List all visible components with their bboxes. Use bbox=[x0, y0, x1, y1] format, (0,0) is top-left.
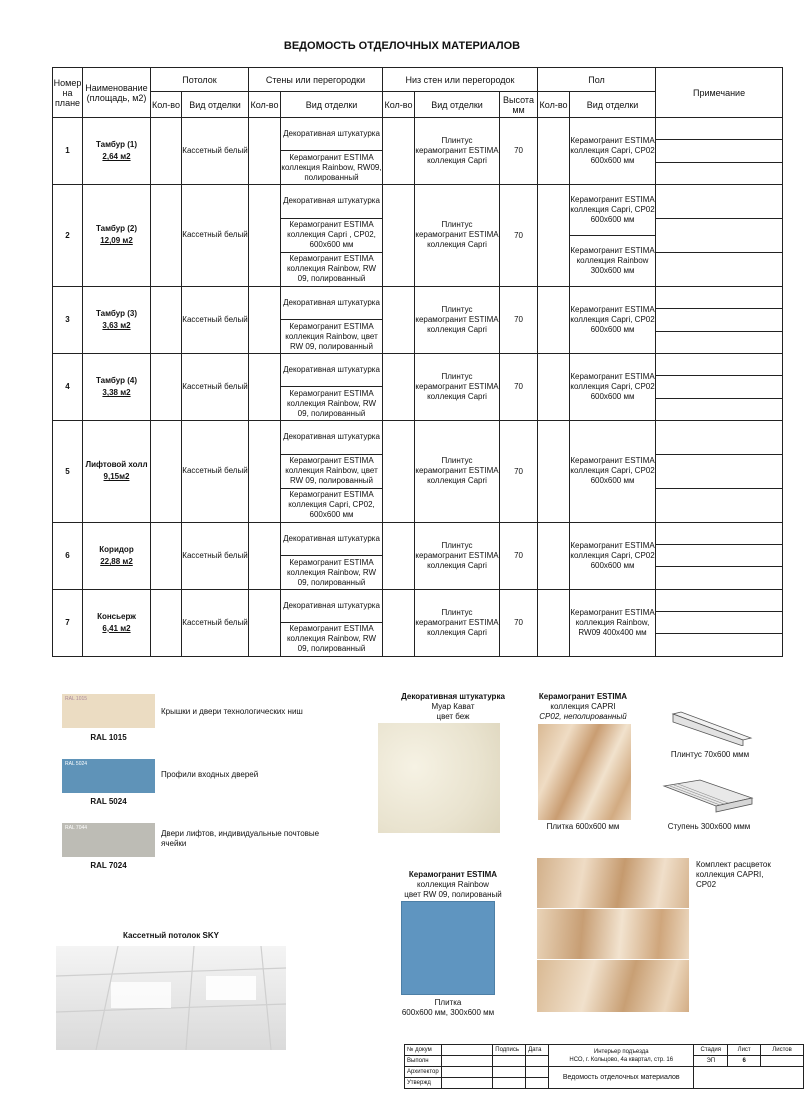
room-number: 6 bbox=[53, 522, 83, 589]
ceiling-qty bbox=[151, 286, 182, 353]
room-area: 9,15м2 bbox=[103, 472, 130, 482]
walls-qty bbox=[249, 420, 281, 522]
capri-line2: CP02, неполированный bbox=[539, 712, 627, 721]
note-cell bbox=[656, 118, 783, 140]
capri-image bbox=[538, 724, 631, 820]
floor-finish: Керамогранит ESTIMA коллекция Capri, CP02 600x600 мм bbox=[570, 286, 656, 353]
bottom-height: 70 bbox=[500, 184, 538, 286]
table-row bbox=[53, 118, 783, 129]
stamp-project-line1: Интерьер подъезда bbox=[593, 1048, 649, 1055]
note-cell bbox=[656, 162, 783, 184]
bottom-qty bbox=[383, 420, 415, 522]
capri-title: Керамогранит ESTIMA bbox=[538, 692, 628, 701]
walls-finish: Керамогранит ESTIMA коллекция Rainbow, RW09, полированный bbox=[281, 151, 383, 184]
note-cell bbox=[656, 140, 783, 162]
bottom-qty bbox=[383, 522, 415, 589]
ceiling-finish: Кассетный белый bbox=[182, 589, 249, 656]
room-area: 3,38 м2 bbox=[102, 387, 131, 397]
rainbow-caption1: Плитка bbox=[434, 998, 462, 1007]
header-qty: Кол-во bbox=[249, 92, 281, 118]
table-row bbox=[53, 420, 783, 437]
ceiling-qty bbox=[151, 420, 182, 522]
header-name: Наименование (площадь, м2) bbox=[83, 68, 151, 118]
bottom-finish: Плинтус керамогранит ESTIMA коллекция Capri bbox=[415, 522, 500, 589]
kit-line1: Комплект расцветок bbox=[696, 860, 771, 869]
floor-qty bbox=[538, 118, 570, 185]
walls-finish: Декоративная штукатурка bbox=[281, 353, 383, 386]
stamp-architect: Архитектор bbox=[405, 1067, 442, 1078]
kit-line3: CP02 bbox=[696, 880, 717, 889]
bottom-finish: Плинтус керамогранит ESTIMA коллекция Capri bbox=[415, 286, 500, 353]
stamp-sign: Подпись bbox=[493, 1045, 526, 1056]
swatch-2 bbox=[62, 759, 155, 793]
walls-qty bbox=[249, 522, 281, 589]
stamp-stage: Стадия bbox=[694, 1045, 728, 1056]
room-name-text: Коридор bbox=[99, 544, 134, 554]
floor-qty bbox=[538, 184, 570, 286]
room-name bbox=[83, 118, 151, 185]
floor-finish: Керамогранит ESTIMA коллекция Capri, CP02 600x600 мм bbox=[570, 118, 656, 185]
walls-finish: Декоративная штукатурка bbox=[281, 589, 383, 622]
header-finish: Вид отделки bbox=[415, 92, 500, 118]
note-cell bbox=[656, 252, 783, 286]
walls-finish: Керамогранит ESTIMA коллекция Capri , CP02, 600x600 мм bbox=[281, 218, 383, 252]
note-cell bbox=[656, 398, 783, 420]
room-name-text: Тамбур (2) bbox=[95, 224, 137, 234]
ceiling-qty bbox=[151, 184, 182, 286]
room-area: 3,63 м2 bbox=[102, 320, 131, 330]
bottom-height: 70 bbox=[500, 420, 538, 522]
bottom-qty bbox=[383, 184, 415, 286]
floor-qty bbox=[538, 589, 570, 656]
note-cell bbox=[656, 353, 783, 375]
stamp-sheet-value: 6 bbox=[728, 1056, 761, 1067]
walls-qty bbox=[249, 118, 281, 185]
ceiling-qty bbox=[151, 589, 182, 656]
bottom-finish: Плинтус керамогранит ESTIMA коллекция Capri bbox=[415, 589, 500, 656]
capri-caption bbox=[533, 692, 633, 722]
stamp-stage-value: ЭП bbox=[694, 1056, 728, 1067]
note-cell bbox=[656, 420, 783, 454]
note-cell bbox=[656, 634, 783, 656]
walls-finish: Керамогранит ESTIMA коллекция Rainbow, RW 09, полированный bbox=[281, 623, 383, 656]
ceiling-qty bbox=[151, 522, 182, 589]
note-cell bbox=[656, 567, 783, 589]
stamp-doc-title: Ведомость отделочных материалов bbox=[549, 1067, 694, 1089]
room-name-text: Тамбур (4) bbox=[95, 375, 137, 385]
room-area: 22,88 м2 bbox=[100, 556, 133, 566]
room-number: 4 bbox=[53, 353, 83, 420]
walls-finish: Керамогранит ESTIMA коллекция Rainbow, цвет RW 09, полированный bbox=[281, 454, 383, 488]
header-qty: Кол-во bbox=[538, 92, 570, 118]
bottom-qty bbox=[383, 589, 415, 656]
walls-finish: Декоративная штукатурка bbox=[281, 184, 383, 218]
title-block bbox=[404, 1044, 804, 1089]
stamp-sheets: Листов bbox=[761, 1045, 804, 1056]
ceiling-finish: Кассетный белый bbox=[182, 286, 249, 353]
finishing-table bbox=[52, 67, 783, 657]
plaster-line1: Муар Кават bbox=[431, 702, 475, 711]
swatch-3 bbox=[62, 823, 155, 857]
table-row bbox=[53, 286, 783, 297]
swatch-code: RAL 7044 bbox=[65, 825, 88, 831]
stamp-project-line2: НСО, г. Кольцово, 4а квартал, стр. 16 bbox=[569, 1056, 674, 1063]
floor-finish: Керамогранит ESTIMA коллекция Rainbow, RW09 400x400 мм bbox=[570, 589, 656, 656]
rainbow-caption bbox=[393, 870, 513, 900]
plaster-title: Декоративная штукатурка bbox=[401, 692, 505, 701]
room-number: 1 bbox=[53, 118, 83, 185]
swatch-label: RAL 7024 bbox=[90, 861, 127, 870]
stamp-sheet: Лист bbox=[728, 1045, 761, 1056]
ceiling-qty bbox=[151, 118, 182, 185]
header-qty: Кол-во bbox=[151, 92, 182, 118]
room-name bbox=[83, 353, 151, 420]
walls-finish: Керамогранит ESTIMA коллекция Rainbow, RW 09, полированный bbox=[281, 252, 383, 286]
rainbow-image bbox=[401, 901, 495, 995]
plinth-caption: Плинтус 70x600 ммм bbox=[670, 750, 750, 759]
stamp-project bbox=[549, 1045, 694, 1067]
ceiling-finish: Кассетный белый bbox=[182, 522, 249, 589]
room-name bbox=[83, 420, 151, 522]
ceiling-qty bbox=[151, 353, 182, 420]
capri-line1: коллекция CAPRI bbox=[550, 702, 616, 711]
floor-qty bbox=[538, 420, 570, 522]
floor-finish: Керамогранит ESTIMA коллекция Capri, CP02 600x600 мм bbox=[570, 184, 656, 235]
note-cell bbox=[656, 286, 783, 308]
header-finish: Вид отделки bbox=[281, 92, 383, 118]
table-row bbox=[53, 589, 783, 600]
table-row bbox=[53, 522, 783, 533]
header-ceiling: Потолок bbox=[151, 68, 249, 92]
note-cell bbox=[656, 589, 783, 611]
walls-qty bbox=[249, 286, 281, 353]
header-bottom: Низ стен или перегородок bbox=[383, 68, 538, 92]
ceiling-caption: Кассетный потолок SKY bbox=[123, 931, 219, 940]
header-walls: Стены или перегородки bbox=[249, 68, 383, 92]
walls-finish: Керамогранит ESTIMA коллекция Rainbow, цвет RW 09, полированный bbox=[281, 320, 383, 353]
ceiling-grid-icon bbox=[56, 946, 286, 1050]
bottom-height: 70 bbox=[500, 286, 538, 353]
note-cell bbox=[656, 522, 783, 544]
header-finish: Вид отделки bbox=[182, 92, 249, 118]
capri-tile-caption: Плитка 600x600 мм bbox=[546, 822, 620, 831]
rainbow-title: Керамогранит ESTIMA bbox=[408, 870, 498, 879]
swatch-text: Профили входных дверей bbox=[161, 770, 259, 779]
bottom-height: 70 bbox=[500, 589, 538, 656]
floor-finish: Керамогранит ESTIMA коллекция Capri, CP02 600x600 мм bbox=[570, 522, 656, 589]
walls-qty bbox=[249, 184, 281, 286]
swatch-text: Двери лифтов, индивидуальные почтовые ячейки bbox=[161, 829, 320, 848]
walls-finish: Декоративная штукатурка bbox=[281, 522, 383, 555]
room-name-text: Тамбур (3) bbox=[95, 308, 137, 318]
floor-finish: Керамогранит ESTIMA коллекция Capri, CP02 600x600 мм bbox=[570, 353, 656, 420]
ceiling-finish: Кассетный белый bbox=[182, 420, 249, 522]
bottom-finish: Плинтус керамогранит ESTIMA коллекция Capri bbox=[415, 184, 500, 286]
note-cell bbox=[656, 218, 783, 252]
walls-finish: Декоративная штукатурка bbox=[281, 286, 383, 319]
swatch-text: Крышки и двери технологических ниш bbox=[161, 707, 303, 716]
swatch-label: RAL 5024 bbox=[90, 797, 127, 806]
header-num: Номер на плане bbox=[53, 68, 83, 118]
room-name bbox=[83, 522, 151, 589]
room-name bbox=[83, 589, 151, 656]
room-area: 2,64 м2 bbox=[102, 151, 131, 161]
room-name-text: Тамбур (1) bbox=[95, 139, 137, 149]
room-area: 12,09 м2 bbox=[100, 236, 133, 246]
ceiling-image bbox=[56, 946, 286, 1050]
table-row bbox=[53, 353, 783, 364]
walls-finish: Керамогранит ESTIMA коллекция Capri, CP02, 600x600 мм bbox=[281, 488, 383, 522]
room-name-text: Лифтовой холл bbox=[85, 460, 148, 470]
note-cell bbox=[656, 612, 783, 634]
bottom-height: 70 bbox=[500, 118, 538, 185]
rainbow-line1: коллекция Rainbow bbox=[417, 880, 489, 889]
room-number: 7 bbox=[53, 589, 83, 656]
swatch-label: RAL 1015 bbox=[90, 733, 127, 742]
floor-qty bbox=[538, 522, 570, 589]
walls-finish: Декоративная штукатурка bbox=[281, 118, 383, 151]
header-floor: Пол bbox=[538, 68, 656, 92]
bottom-qty bbox=[383, 286, 415, 353]
note-cell bbox=[656, 331, 783, 353]
floor-finish: Керамогранит ESTIMA коллекция Rainbow 300x600 мм bbox=[570, 235, 656, 286]
stamp-approved: Утвержд bbox=[405, 1078, 442, 1089]
plaster-caption bbox=[378, 692, 528, 722]
note-cell bbox=[656, 488, 783, 522]
bottom-finish: Плинтус керамогранит ESTIMA коллекция Capri bbox=[415, 353, 500, 420]
rainbow-caption2: 600x600 мм, 300x600 мм bbox=[401, 1008, 495, 1017]
room-area: 6,41 м2 bbox=[102, 623, 131, 633]
header-qty: Кол-во bbox=[383, 92, 415, 118]
stamp-done: Выполн bbox=[405, 1056, 442, 1067]
floor-qty bbox=[538, 353, 570, 420]
plaster-image bbox=[378, 723, 500, 833]
step-caption: Ступень 300x600 ммм bbox=[667, 822, 751, 831]
walls-finish: Декоративная штукатурка bbox=[281, 420, 383, 454]
bottom-finish: Плинтус керамогранит ESTIMA коллекция Capri bbox=[415, 420, 500, 522]
note-cell bbox=[656, 376, 783, 398]
kit-line2: коллекция CAPRI, bbox=[696, 870, 764, 879]
room-name bbox=[83, 184, 151, 286]
table-row bbox=[53, 184, 783, 201]
walls-finish: Керамогранит ESTIMA коллекция Rainbow, RW 09, полированный bbox=[281, 387, 383, 420]
note-cell bbox=[656, 184, 783, 218]
page-title: ВЕДОМОСТЬ ОТДЕЛОЧНЫХ МАТЕРИАЛОВ bbox=[283, 40, 521, 52]
note-cell bbox=[656, 545, 783, 567]
swatch-code: RAL 1015 bbox=[65, 696, 88, 702]
room-number: 2 bbox=[53, 184, 83, 286]
room-number: 3 bbox=[53, 286, 83, 353]
plinth-icon bbox=[665, 710, 755, 746]
header-note: Примечание bbox=[656, 68, 783, 118]
ceiling-finish: Кассетный белый bbox=[182, 118, 249, 185]
step-icon bbox=[660, 778, 755, 818]
header-height: Высота мм bbox=[500, 92, 538, 118]
plinth-image bbox=[665, 710, 755, 751]
rainbow-tile-caption bbox=[388, 998, 508, 1018]
room-number: 5 bbox=[53, 420, 83, 522]
ceiling-finish: Кассетный белый bbox=[182, 353, 249, 420]
walls-qty bbox=[249, 589, 281, 656]
bottom-qty bbox=[383, 118, 415, 185]
bottom-height: 70 bbox=[500, 522, 538, 589]
stamp-doc-no: № докум bbox=[405, 1045, 442, 1056]
bottom-qty bbox=[383, 353, 415, 420]
ceiling-finish: Кассетный белый bbox=[182, 184, 249, 286]
step-image bbox=[660, 778, 755, 823]
plaster-line2: цвет беж bbox=[436, 712, 470, 721]
kit-caption bbox=[696, 860, 771, 890]
stamp-date: Дата bbox=[526, 1045, 549, 1056]
bottom-height: 70 bbox=[500, 353, 538, 420]
rainbow-line2: цвет RW 09, полированый bbox=[404, 890, 502, 899]
bottom-finish: Плинтус керамогранит ESTIMA коллекция Capri bbox=[415, 118, 500, 185]
header-finish: Вид отделки bbox=[570, 92, 656, 118]
floor-finish: Керамогранит ESTIMA коллекция Capri, CP02 600x600 мм bbox=[570, 420, 656, 522]
capri-kit-image bbox=[537, 858, 689, 1012]
swatch-code: RAL 5024 bbox=[65, 761, 88, 767]
note-cell bbox=[656, 309, 783, 331]
room-name-text: Консьерж bbox=[97, 611, 136, 621]
walls-finish: Керамогранит ESTIMA коллекция Rainbow, RW 09, полированный bbox=[281, 556, 383, 589]
swatch-1 bbox=[62, 694, 155, 728]
room-name bbox=[83, 286, 151, 353]
note-cell bbox=[656, 454, 783, 488]
walls-qty bbox=[249, 353, 281, 420]
floor-qty bbox=[538, 286, 570, 353]
